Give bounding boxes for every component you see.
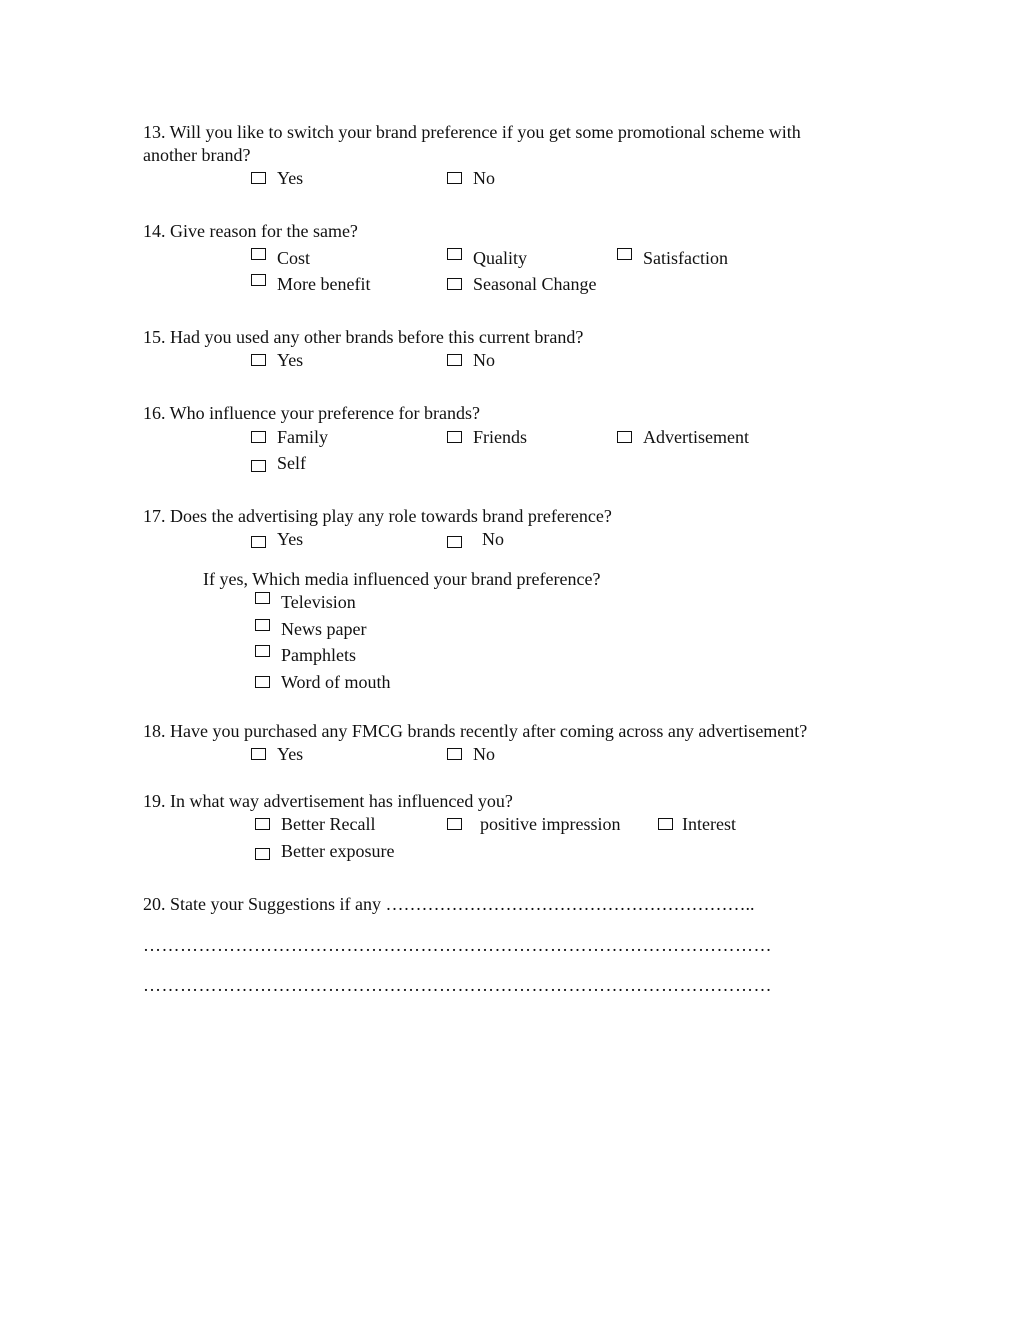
q17-option-no-label: No: [482, 529, 504, 549]
q19-option-positive-impression[interactable]: [447, 813, 621, 835]
q14-option-quality[interactable]: [447, 247, 527, 269]
checkbox-icon[interactable]: [658, 818, 673, 830]
q17-media-news-paper-label: News paper: [281, 619, 367, 639]
q15-option-yes[interactable]: [251, 349, 303, 371]
checkbox-icon[interactable]: [255, 676, 270, 688]
q17-option-no[interactable]: [447, 528, 504, 550]
q14-option-seasonal-change-label: Seasonal Change: [473, 274, 597, 294]
checkbox-icon[interactable]: [251, 431, 266, 443]
q17-media-word-of-mouth[interactable]: [255, 671, 391, 693]
checkbox-icon[interactable]: [447, 748, 462, 760]
q17-question: 17. Does the advertising play any role towards brand preference?: [143, 506, 612, 526]
q16-option-friends[interactable]: [447, 426, 527, 448]
q13-option-no[interactable]: [447, 167, 495, 189]
q20-question: 20. State your Suggestions if any ……………………………………………………..: [143, 894, 755, 914]
q14-option-seasonal-change[interactable]: [447, 273, 596, 295]
q18-option-no-label: No: [473, 744, 495, 764]
checkbox-icon[interactable]: [447, 818, 462, 830]
q17-media-word-of-mouth-label: Word of mouth: [281, 672, 391, 692]
q19-option-interest[interactable]: [658, 813, 736, 835]
q14-question: 14. Give reason for the same?: [143, 221, 358, 241]
checkbox-icon[interactable]: [251, 172, 266, 184]
checkbox-icon[interactable]: [447, 354, 462, 366]
q18-option-no[interactable]: [447, 743, 495, 765]
checkbox-icon[interactable]: [251, 274, 266, 286]
suggestion-line-2[interactable]: …………………………………………………………………………………………: [143, 975, 772, 995]
q18-option-yes[interactable]: [251, 743, 303, 765]
checkbox-icon[interactable]: [255, 818, 270, 830]
checkbox-icon[interactable]: [255, 645, 270, 657]
q19-question: 19. In what way advertisement has influenced you?: [143, 791, 513, 811]
q16-option-self-label: Self: [277, 453, 306, 473]
q14-option-satisfaction[interactable]: [617, 247, 728, 269]
checkbox-icon[interactable]: [251, 536, 266, 548]
checkbox-icon[interactable]: [255, 619, 270, 631]
q17-followup: If yes, Which media influenced your brand preference?: [203, 569, 601, 589]
checkbox-icon[interactable]: [447, 431, 462, 443]
checkbox-icon[interactable]: [617, 248, 632, 260]
q17-media-pamphlets-label: Pamphlets: [281, 645, 356, 665]
q17-media-news-paper[interactable]: [255, 618, 366, 640]
q18-question: 18. Have you purchased any FMCG brands recently after coming across any advertisement?: [143, 721, 808, 741]
q13-option-no-label: No: [473, 168, 495, 188]
q17-media-television[interactable]: [255, 591, 356, 613]
q19-option-interest-label: Interest: [682, 814, 736, 834]
q17-option-yes[interactable]: [251, 528, 303, 550]
checkbox-icon[interactable]: [447, 278, 462, 290]
q19-option-better-recall[interactable]: [255, 813, 375, 835]
q15-option-no[interactable]: [447, 349, 495, 371]
q19-option-better-exposure[interactable]: [255, 840, 394, 862]
checkbox-icon[interactable]: [251, 354, 266, 366]
q14-option-cost-label: Cost: [277, 248, 311, 268]
q15-option-no-label: No: [473, 350, 495, 370]
q19-option-better-recall-label: Better Recall: [281, 814, 376, 834]
q15-option-yes-label: Yes: [277, 350, 304, 370]
q13-option-yes-label: Yes: [277, 168, 304, 188]
checkbox-icon[interactable]: [251, 248, 266, 260]
q14-option-cost[interactable]: [251, 247, 310, 269]
q16-option-self[interactable]: [251, 452, 306, 474]
q16-option-family[interactable]: [251, 426, 328, 448]
q14-option-satisfaction-label: Satisfaction: [643, 248, 728, 268]
q13-question-line1: 13. Will you like to switch your brand preference if you get some promotional scheme with: [143, 122, 801, 142]
q16-question: 16. Who influence your preference for brands?: [143, 403, 481, 423]
q13-option-yes[interactable]: [251, 167, 303, 189]
q19-option-positive-impression-label: positive impression: [480, 814, 621, 834]
checkbox-icon[interactable]: [447, 248, 462, 260]
checkbox-icon[interactable]: [617, 431, 632, 443]
q14-option-quality-label: Quality: [473, 248, 527, 268]
checkbox-icon[interactable]: [251, 460, 266, 472]
checkbox-icon[interactable]: [251, 748, 266, 760]
checkbox-icon[interactable]: [447, 536, 462, 548]
q17-option-yes-label: Yes: [277, 529, 304, 549]
suggestion-line-1[interactable]: …………………………………………………………………………………………: [143, 935, 772, 955]
q17-media-television-label: Television: [281, 592, 356, 612]
q14-option-more-benefit[interactable]: [251, 273, 370, 295]
q16-option-advertisement-label: Advertisement: [643, 427, 749, 447]
q18-option-yes-label: Yes: [277, 744, 304, 764]
checkbox-icon[interactable]: [447, 172, 462, 184]
q13-question-line2: another brand?: [143, 145, 251, 165]
q17-media-pamphlets[interactable]: [255, 644, 356, 666]
checkbox-icon[interactable]: [255, 848, 270, 860]
q19-option-better-exposure-label: Better exposure: [281, 841, 395, 861]
q16-option-family-label: Family: [277, 427, 329, 447]
q15-question: 15. Had you used any other brands before this current brand?: [143, 327, 584, 347]
q14-option-more-benefit-label: More benefit: [277, 274, 371, 294]
q16-option-friends-label: Friends: [473, 427, 527, 447]
checkbox-icon[interactable]: [255, 592, 270, 604]
q16-option-advertisement[interactable]: [617, 426, 749, 448]
